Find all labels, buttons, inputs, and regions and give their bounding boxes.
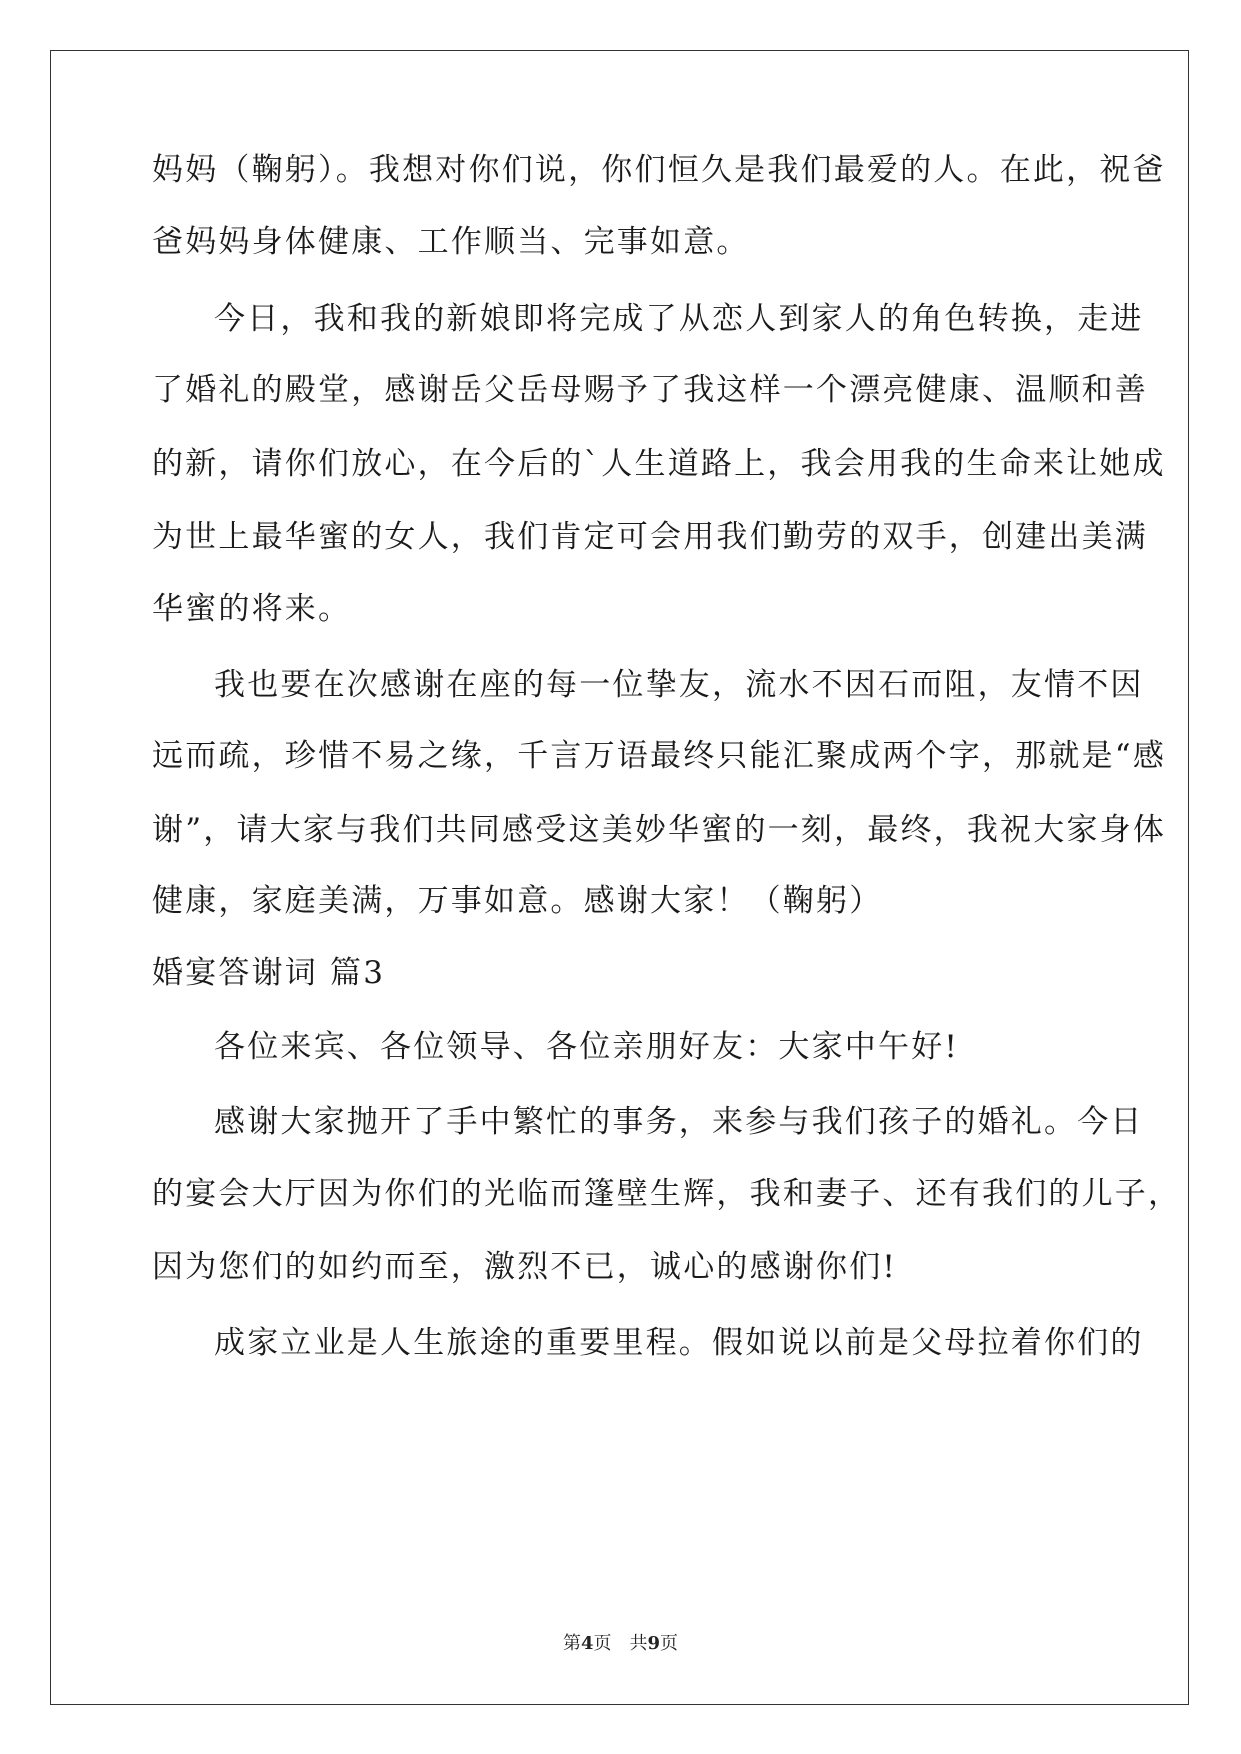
current-page-number: 4 xyxy=(580,1633,594,1654)
text-line: 爸妈妈身体健康、工作顺当、完事如意。 xyxy=(152,224,750,260)
footer-suffix: 页 xyxy=(660,1633,679,1654)
paragraph-first-line: 今日，我和我的新娘即将完成了从恋人到家人的角色转换，走进 xyxy=(214,301,1144,337)
text-line: 了婚礼的殿堂，感谢岳父岳母赐予了我这样一个漂亮健康、温顺和善 xyxy=(152,372,1148,408)
page-footer xyxy=(0,1632,1241,1656)
text-line: 的新，请你们放心，在今后的`人生道路上，我会用我的生命来让她成 xyxy=(152,446,1166,482)
paragraph-first-line: 各位来宾、各位领导、各位亲朋好友：大家中午好! xyxy=(214,1029,960,1065)
text-line: 妈妈（鞠躬）。我想对你们说，你们恒久是我们最爱的人。在此，祝爸 xyxy=(152,152,1166,188)
section-heading: 婚宴答谢词 篇3 xyxy=(152,955,386,991)
paragraph-first-line: 感谢大家抛开了手中繁忙的事务，来参与我们孩子的婚礼。今日 xyxy=(214,1104,1144,1140)
text-line: 谢”，请大家与我们共同感受这美妙华蜜的一刻，最终，我祝大家身体 xyxy=(152,812,1167,848)
paragraph-first-line: 成家立业是人生旅途的重要里程。假如说以前是父母拉着你们的 xyxy=(214,1325,1144,1361)
text-line: 远而疏，珍惜不易之缘，千言万语最终只能汇聚成两个字，那就是“感 xyxy=(152,738,1167,774)
text-line: 健康，家庭美满，万事如意。感谢大家！（鞠躬） xyxy=(152,883,883,919)
total-pages-number: 9 xyxy=(647,1633,661,1654)
footer-prefix: 第 xyxy=(562,1633,581,1654)
text-line: 为世上最华蜜的女人，我们肯定可会用我们勤劳的双手，创建出美满 xyxy=(152,519,1148,555)
text-line: 的宴会大厅因为你们的光临而篷壁生辉，我和妻子、还有我们的儿子， xyxy=(152,1176,1182,1212)
text-line: 华蜜的将来。 xyxy=(152,591,352,627)
text-line: 因为您们的如约而至，激烈不已，诚心的感谢你们! xyxy=(152,1249,898,1285)
paragraph-first-line: 我也要在次感谢在座的每一位挚友，流水不因石而阻，友情不因 xyxy=(214,667,1144,703)
footer-mid: 页 共 xyxy=(593,1633,648,1654)
